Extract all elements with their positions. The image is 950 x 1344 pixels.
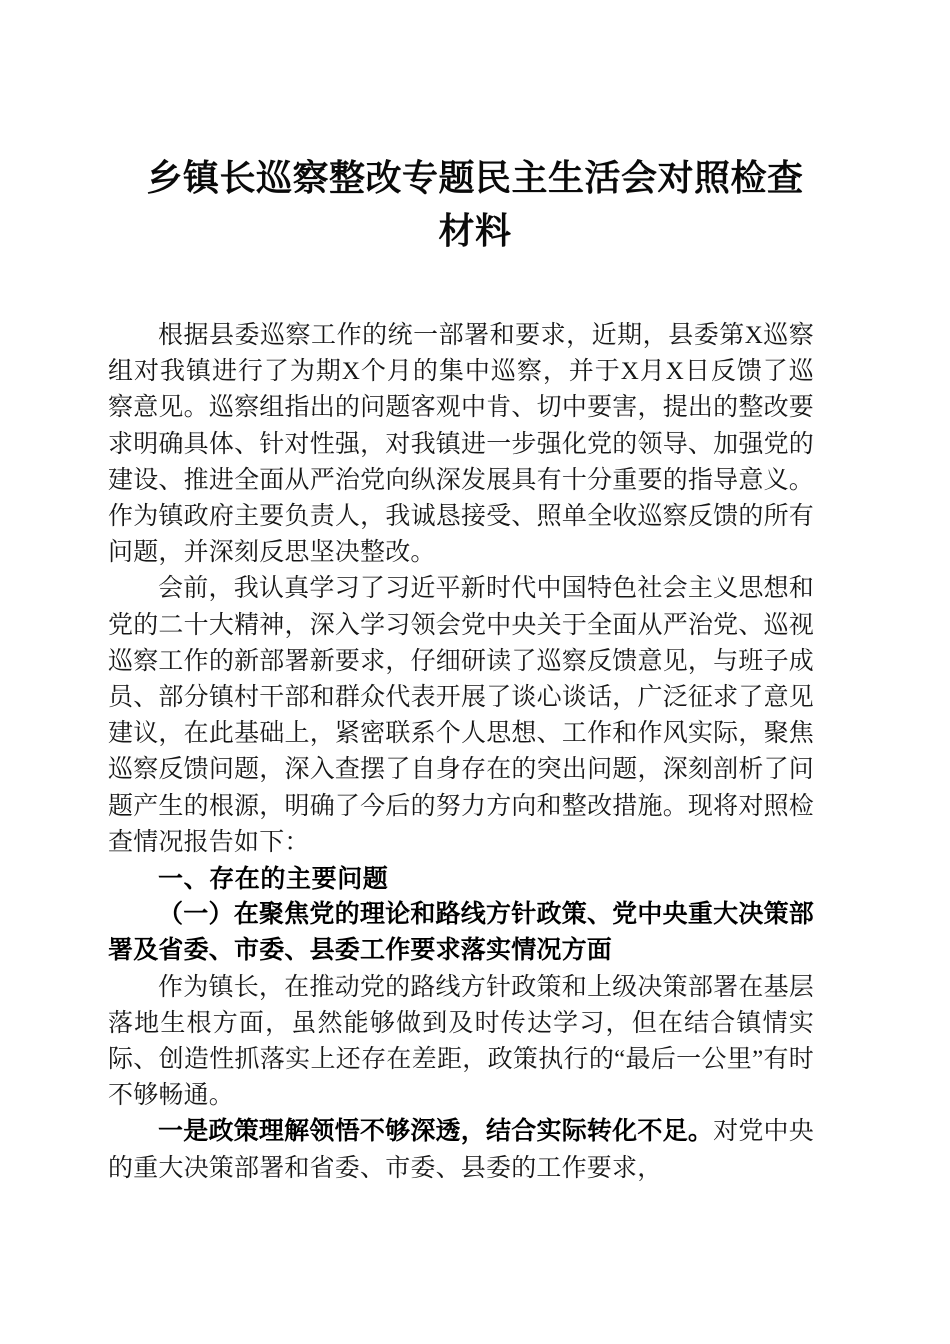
document-title [130, 152, 820, 258]
heading-main-problems: 一、存在的主要问题 [158, 865, 389, 894]
paragraph-preparation-study: 会前，我认真学习了习近平新时代中国特色社会主义思想和党的二十大精神，深入学习领会党中央关于全面从严治党、巡视巡察工作的新部署新要求，仔细研读了巡察反馈意见，与班子成员、部分镇村干部和群众代表开展了谈心谈话，广泛征求了意见建议，在此基础上，紧密联系个人思想、工作和作风实际，聚焦巡察反馈问题，深入查摆了自身存在的突出问题，深刻剖析了问题产生的根源，明确了今后的努力方向和整改措施。现将对照检查情况报告如下： [108, 575, 814, 856]
paragraph-point-one-body: 对党中央的重大决策部署和省委、市委、县委的工作要求， [108, 1118, 814, 1182]
heading-policy-implementation: （一）在聚焦党的理论和路线方针政策、党中央重大决策部署及省委、市委、县委工作要求落实情况方面 [108, 901, 814, 965]
paragraph-point-one [108, 1114, 814, 1186]
paragraph-intro-inspection: 根据县委巡察工作的统一部署和要求，近期，县委第X巡察组对我镇进行了为期X个月的集中巡察，并于X月X日反馈了巡察意见。巡察组指出的问题客观中肯、切中要害，提出的整改要求明确具体、针对性强，对我镇进一步强化党的领导、加强党的建设、推进全面从严治党向纵深发展具有十分重要的指导意义。作为镇政府主要负责人，我诚恳接受、照单全收巡察反馈的所有问题，并深刻反思坚决整改。 [108, 322, 814, 567]
document-title-line-2: 材料 [438, 211, 512, 251]
paragraph-grassroots-implementation: 作为镇长，在推动党的路线方针政策和上级决策部署在基层落地生根方面，虽然能够做到及时传达学习，但在结合镇情实际、创造性抓落实上还存在差距，政策执行的“最后一公里”有时不够畅通。 [108, 973, 814, 1110]
document-body [108, 318, 814, 1187]
paragraph-point-one-leadin: 一是政策理解领悟不够深透，结合实际转化不足。 [158, 1118, 714, 1146]
document-title-line-1: 乡镇长巡察整改专题民主生活会对照检查 [146, 158, 804, 198]
